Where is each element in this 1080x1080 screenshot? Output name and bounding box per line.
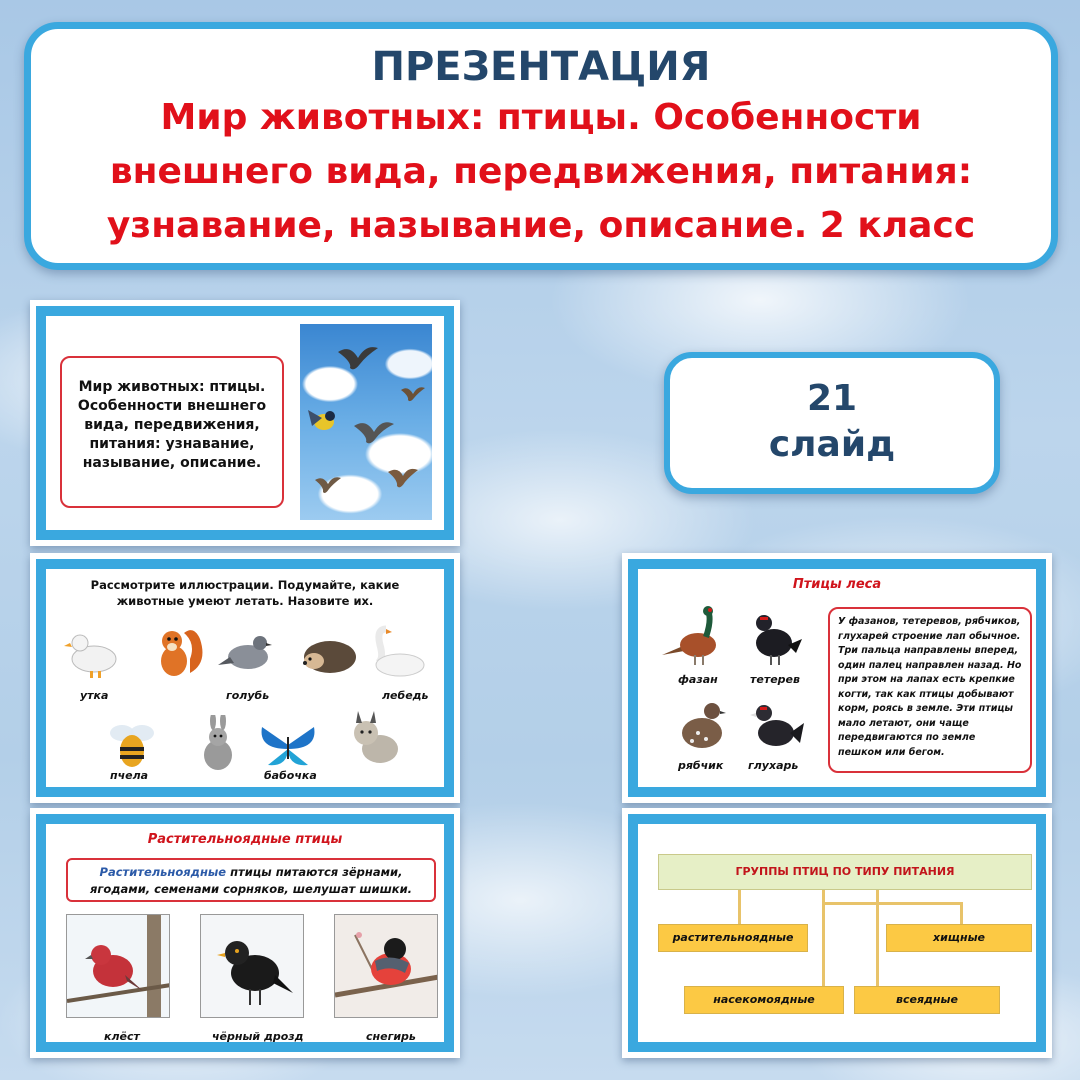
flying-bird-icon [386, 464, 420, 492]
black-grouse-image [740, 603, 806, 669]
herbivores-text: птицы питаются зёрнами, ягодами, семенами сорняков, шелушат шишки. [89, 865, 413, 896]
forest-heading: Птицы леса [792, 577, 882, 592]
herbivores-highlight: Растительноядные [99, 865, 227, 879]
caption-swan: лебедь [382, 689, 429, 702]
duck-image [64, 627, 124, 679]
hedgehog-image [300, 631, 360, 677]
caption-black-grouse: тетерев [750, 673, 800, 686]
flying-instruction: Рассмотрите иллюстрации. Подумайте, какие животные умеют летать. Назовите их. [90, 578, 400, 608]
sky-birds-photo [300, 324, 432, 520]
caption-pheasant: фазан [678, 673, 718, 686]
flying-bird-icon [400, 384, 426, 404]
slide-thumbnail-feeding-groups [622, 808, 1052, 1058]
slide-thumbnail-intro [30, 300, 460, 546]
capercaillie-image [742, 693, 808, 759]
group-insectivores: насекомоядные [684, 986, 844, 1014]
flying-bird-icon [352, 414, 396, 448]
swan-image [368, 625, 428, 679]
caption-crossbill: клёст [104, 1030, 140, 1043]
caption-bee: пчела [110, 769, 149, 782]
butterfly-image [258, 719, 318, 771]
slide-count-number: 21 [806, 378, 858, 419]
caption-butterfly: бабочка [264, 769, 317, 782]
forest-text-box: У фазанов, тетеревов, рябчиков, глухарей строение лап обычное. Три пальца направлены вперед, один палец направлен назад. Но при этом на лапах есть крепкие когти, так как птицы добывают корм, роясь в земле. Эти птицы мало летают, они чаще передвигаются по земле пешком или бегом. [828, 607, 1032, 773]
caption-pigeon: голубь [226, 689, 270, 702]
slide-thumbnail-forest-birds [622, 553, 1052, 803]
caption-duck: утка [80, 689, 109, 702]
hazel-grouse-image [668, 693, 734, 759]
bee-image [102, 719, 162, 771]
lynx-image [346, 709, 406, 769]
group-herbivores: растительноядные [658, 924, 808, 952]
herbivores-text-box [66, 858, 436, 902]
slide-count-label: слайд [768, 424, 896, 465]
flying-bird-icon [304, 404, 344, 438]
intro-text-box: Мир животных: птицы. Особенности внешнего вида, передвижения, питания: узнавание, называние, описание. [60, 356, 284, 508]
crossbill-photo [66, 914, 170, 1018]
feeding-groups-heading: ГРУППЫ ПТИЦ ПО ТИПУ ПИТАНИЯ [658, 854, 1032, 890]
caption-blackbird: чёрный дрозд [212, 1030, 304, 1043]
caption-hazel-grouse: рябчик [678, 759, 724, 772]
flying-bird-icon [314, 474, 342, 496]
group-predators: хищные [886, 924, 1032, 952]
slide-thumbnail-herbivorous-birds [30, 808, 460, 1058]
title-main: Мир животных: птицы. Особенности внешнего вида, передвижения, питания: узнавание, называние, описание. 2 класс [106, 97, 976, 246]
rabbit-image [188, 715, 248, 773]
slide-thumbnail-flying-animals [30, 553, 460, 803]
title-banner [24, 22, 1058, 270]
squirrel-image [150, 623, 210, 681]
pigeon-image [216, 627, 276, 679]
slide-count-badge [664, 352, 1000, 494]
blackbird-photo [200, 914, 304, 1018]
group-omnivores: всеядные [854, 986, 1000, 1014]
pheasant-image [660, 603, 726, 669]
caption-bullfinch: снегирь [366, 1030, 416, 1043]
bullfinch-photo [334, 914, 438, 1018]
caption-capercaillie: глухарь [748, 759, 799, 772]
flying-bird-icon [336, 342, 380, 376]
title-kicker: ПРЕЗЕНТАЦИЯ [371, 44, 711, 90]
herbivores-heading: Растительноядные птицы [147, 832, 343, 847]
